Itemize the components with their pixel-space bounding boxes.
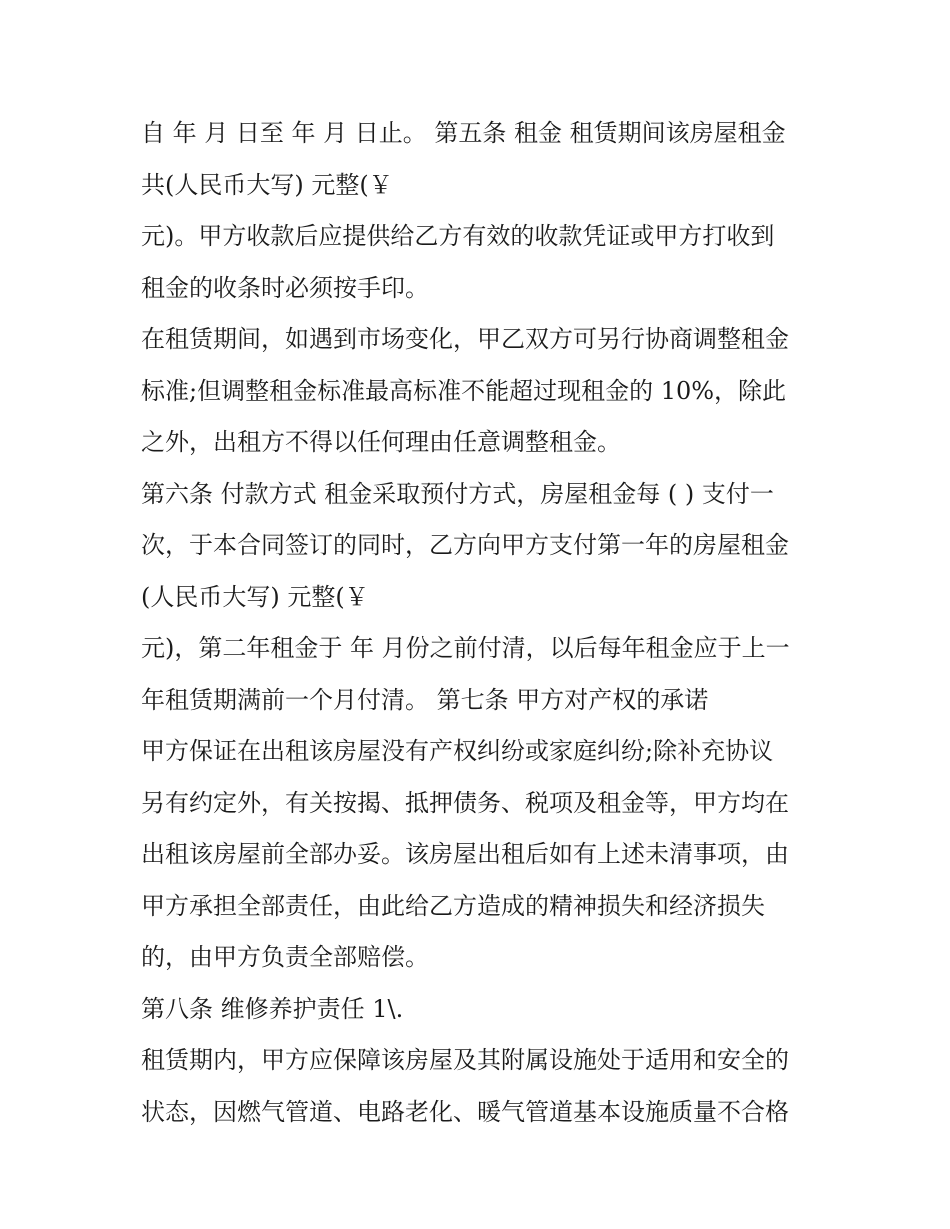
contract-text-block <box>141 108 831 1138</box>
text-line: 状态，因燃气管道、电路老化、暖气管道基本设施质量不合格 <box>141 1097 789 1126</box>
text-line: 元)，第二年租金于 年 月份之前付清，以后每年租金应于上一 <box>141 634 790 662</box>
text-line: 第六条 付款方式 租金采取预付方式，房屋租金每 ( ) 支付一 <box>141 479 774 508</box>
text-line: 出租该房屋前全部办妥。该房屋出租后如有上述未清事项，由 <box>141 840 789 868</box>
text-line: 标准;但调整租金标准最高标准不能超过现租金的 10%，除此 <box>141 376 787 405</box>
text-line: 在租赁期间，如遇到市场变化，甲乙双方可另行协商调整租金 <box>141 325 789 353</box>
text-line: 年租赁期满前一个月付清。 第七条 甲方对产权的承诺 <box>141 685 709 714</box>
text-line: 的，由甲方负责全部赔偿。 <box>141 943 429 971</box>
text-line: 另有约定外，有关按揭、抵押债务、税项及租金等，甲方均在 <box>141 788 789 817</box>
text-line: 甲方保证在出租该房屋没有产权纠纷或家庭纠纷;除补充协议 <box>141 737 774 765</box>
text-line: 之外，出租方不得以任何理由任意调整租金。 <box>141 428 621 456</box>
text-line: 次，于本合同签订的同时，乙方向甲方支付第一年的房屋租金 <box>141 531 789 559</box>
text-line: 租赁期内，甲方应保障该房屋及其附属设施处于适用和安全的 <box>141 1046 789 1074</box>
text-line: 共(人民币大写) 元整(￥ <box>141 170 393 199</box>
text-line: (人民币大写) 元整(￥ <box>141 582 369 611</box>
text-line: 第八条 维修养护责任 1\. <box>141 994 404 1023</box>
text-line: 元)。甲方收款后应提供给乙方有效的收款凭证或甲方打收到 <box>141 222 775 250</box>
text-line: 自 年 月 日至 年 月 日止。 第五条 租金 租赁期间该房屋租金 <box>141 119 786 147</box>
text-line: 租金的收条时必须按手印。 <box>141 273 429 302</box>
text-line: 甲方承担全部责任，由此给乙方造成的精神损失和经济损失 <box>141 891 765 920</box>
